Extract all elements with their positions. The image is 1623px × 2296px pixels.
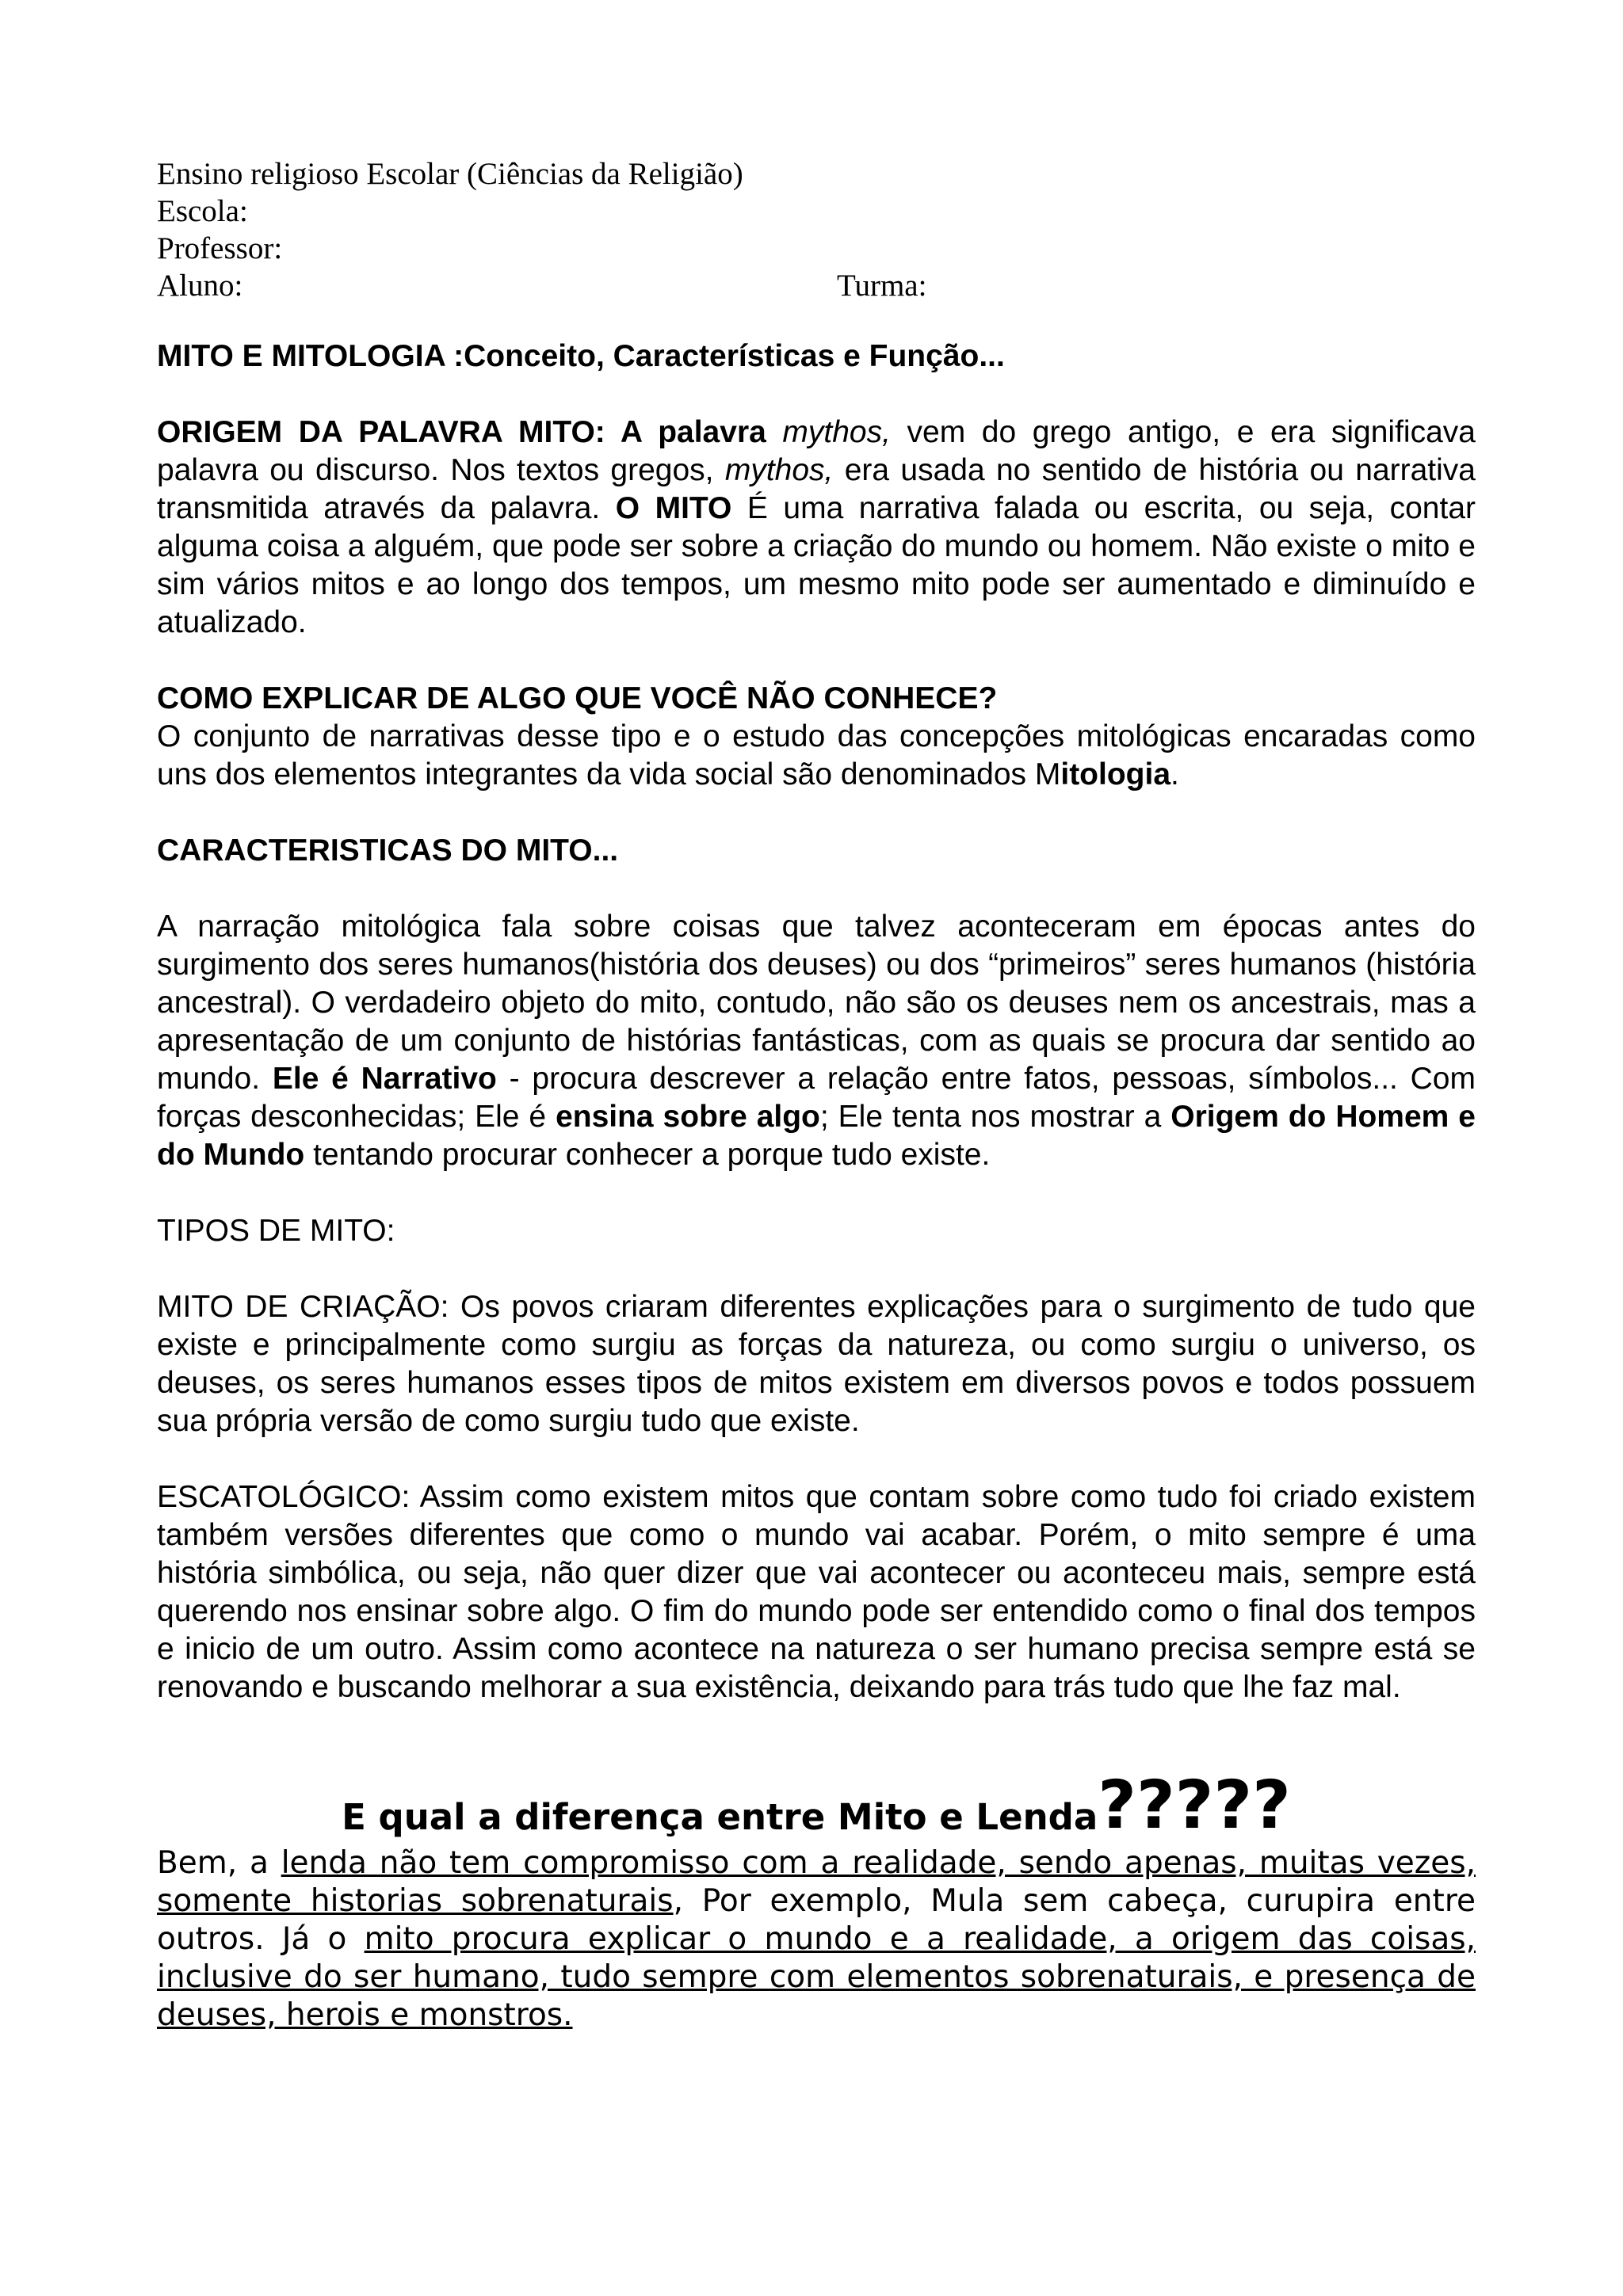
teacher-field: Professor:	[157, 231, 283, 265]
como-text-2: .	[1170, 757, 1179, 791]
origem-text-1	[766, 415, 783, 449]
mito-lenda-title-text: E qual a diferença entre Mito e Lenda	[342, 1796, 1098, 1838]
como-heading: COMO EXPLICAR DE ALGO QUE VOCÊ NÃO CONHECE?	[157, 681, 998, 715]
mythos-term-2: mythos,	[724, 453, 834, 487]
caract-text-4: tentando procurar conhecer a porque tudo existe.	[304, 1138, 991, 1172]
mito-underlined: mito procura explicar o mundo e a realidade, a origem das coisas, inclusive do ser humano, tudo sempre com elementos sobrenaturais, e presença de deuses, herois e monstros.	[157, 1921, 1476, 2033]
origem-text-4: É uma narrativa falada ou escrita, ou seja, contar alguma coisa a alguém, que pode ser sobre a criação do mundo ou homem. Não existe o mito e sim vários mitos e ao longo dos tempos, um mesmo mito pode ser aumentado e diminuído e atualizado.	[157, 491, 1476, 639]
caract-bold-3: Origem do Homem e do Mundo	[157, 1100, 1476, 1172]
lenda-underlined: lenda não tem compromisso com a realidade, sendo apenas, muitas vezes, somente historias sobrenaturais	[157, 1845, 1476, 1919]
caracteristicas-paragraph	[157, 908, 1476, 1174]
class-field: Turma:	[837, 269, 927, 303]
caract-text-2: - procura descrever a relação entre fatos, pessoas, símbolos... Com forças desconhecidas; Ele é	[157, 1062, 1476, 1134]
student-class-row	[157, 267, 1476, 304]
escatologico-paragraph: ESCATOLÓGICO: Assim como existem mitos que contam sobre como tudo foi criado existem também versões diferentes que como o mundo vai acabar. Porém, o mito sempre é uma história simbólica, ou seja, não quer dizer que vai acontecer ou aconteceu mais, sempre está querendo nos ensinar sobre algo. O fim do mundo pode ser entendido como o final dos tempos e inicio de um outro. Assim como acontece na natureza o ser humano precisa sempre está se renovando e buscando melhorar a sua existência, deixando para trás tudo que lhe faz mal.	[157, 1480, 1476, 1704]
como-paragraph	[157, 718, 1476, 794]
student-field: Aluno:	[157, 269, 243, 303]
caract-bold-1: Ele é Narrativo	[272, 1062, 497, 1096]
subject-line: Ensino religioso Escolar (Ciências da Religião)	[157, 157, 743, 191]
mythos-term-1: mythos,	[782, 415, 891, 449]
origem-paragraph	[157, 414, 1476, 642]
caract-bold-2: ensina sobre algo	[556, 1100, 820, 1134]
o-mito-label: O MITO	[615, 491, 732, 525]
origem-label: ORIGEM DA PALAVRA MITO: A palavra	[157, 415, 766, 449]
diferenca-paragraph	[157, 1844, 1476, 2035]
como-text-1: O conjunto de narrativas desse tipo e o estudo das concepções mitológicas encaradas como uns dos elementos integrantes da vida social são denominados M	[157, 719, 1476, 791]
caract-text-1: A narração mitológica fala sobre coisas que talvez aconteceram em épocas antes do surgimento dos seres humanos(história dos deuses) ou dos “primeiros” seres humanos (história ancestral). O verdadeiro objeto do mito, contudo, não são os deuses nem os ancestrais, mas a apresentação de um conjunto de histórias fantásticas, com as quais se procura dar sentido ao mundo.	[157, 910, 1476, 1096]
document-title: MITO E MITOLOGIA :Conceito, Características e Função...	[157, 339, 1005, 373]
school-field: Escola:	[157, 194, 248, 228]
header-block	[157, 155, 1476, 304]
mito-criacao-paragraph: MITO DE CRIAÇÃO: Os povos criaram diferentes explicações para o surgimento de tudo que existe e principalmente como surgiu as forças da natureza, ou como surgiu o universo, os deuses, os seres humanos esses tipos de mitos existem em diversos povos e todos possuem sua própria versão de como surgiu tudo que existe.	[157, 1290, 1476, 1438]
mitologia-term: itologia	[1060, 757, 1171, 791]
question-marks: ?????	[1098, 1766, 1291, 1844]
document-content	[157, 155, 1476, 2035]
tipos-heading: TIPOS DE MITO:	[157, 1214, 395, 1248]
diferenca-text-1: Bem, a	[157, 1845, 281, 1881]
mito-lenda-title	[157, 1766, 1476, 1844]
origem-text-3: era usada no sentido de história ou narrativa transmitida através da palavra.	[157, 453, 1476, 525]
origem-text-2: vem do grego antigo, e era significava palavra ou discurso. Nos textos gregos,	[157, 415, 1476, 487]
diferenca-text-2: , Por exemplo, Mula sem cabeça, curupira entre outros. Já o	[157, 1883, 1476, 1957]
caract-text-3: ; Ele tenta nos mostrar a	[819, 1100, 1171, 1134]
caracteristicas-heading: CARACTERISTICAS DO MITO...	[157, 833, 619, 868]
